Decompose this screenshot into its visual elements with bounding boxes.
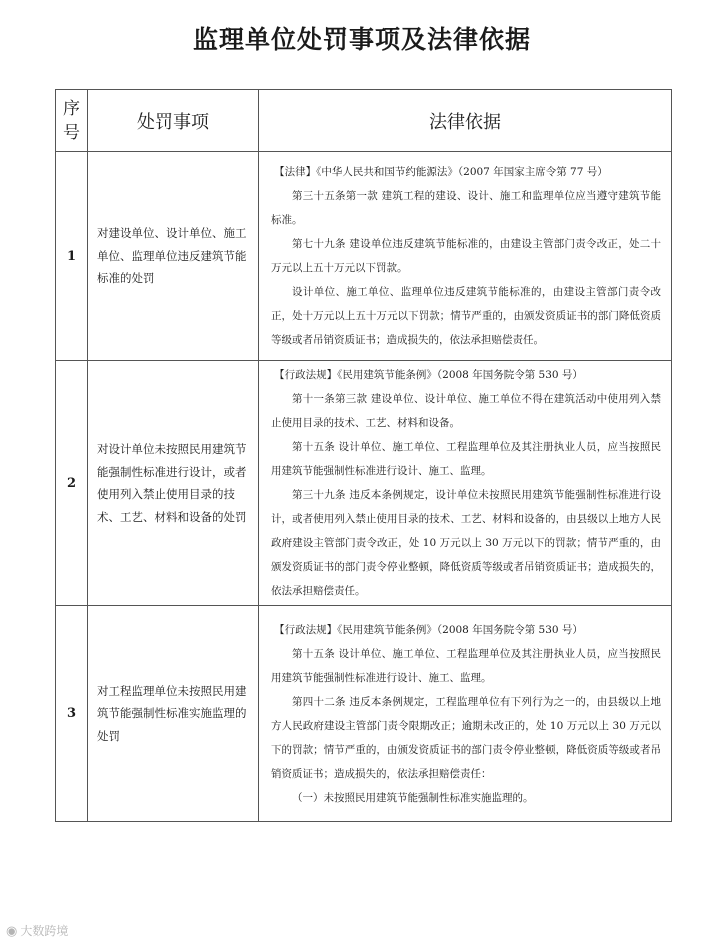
row-item: 对工程监理单位未按照民用建筑节能强制性标准实施监理的处罚 xyxy=(88,606,259,822)
table-row xyxy=(56,361,672,606)
row-basis xyxy=(259,152,672,361)
basis-paragraph: 第十一条第三款 建设单位、设计单位、施工单位不得在建筑活动中使用列入禁止使用目录的技术、工艺、材料和设备。 xyxy=(271,393,661,429)
basis-source: 【行政法规】《民用建筑节能条例》（2008 年国务院令第 530 号） xyxy=(274,623,583,636)
basis-source: 【法律】《中华人民共和国节约能源法》（2007 年国家主席令第 77 号） xyxy=(274,166,608,178)
basis-source: 【行政法规】《民用建筑节能条例》（2008 年国务院令第 530 号） xyxy=(274,369,583,381)
row-item: 对设计单位未按照民用建筑节能强制性标准进行设计，或者使用列入禁止使用目录的技术、工艺、材料和设备的处罚 xyxy=(88,361,259,606)
basis-paragraph: 第三十九条 违反本条例规定，设计单位未按照民用建筑节能强制性标准进行设计，或者使用列入禁止使用目录的技术、工艺、材料和设备的，由县级以上地方人民政府建设主管部门责令改正，处 10 万元以上 30 万元以下的罚款；情节严重的，由颁发资质证书的部门责令停业整顿，降低资质等级或者吊销资质证书；造成损失的，依法承担赔偿责任。 xyxy=(271,489,661,597)
row-basis xyxy=(259,361,672,606)
watermark xyxy=(6,922,68,939)
basis-paragraph: 第三十五条第一款 建筑工程的建设、设计、施工和监理单位应当遵守建筑节能标准。 xyxy=(271,190,661,226)
penalty-table xyxy=(55,89,672,822)
basis-paragraph: 设计单位、施工单位、监理单位违反建筑节能标准的，由建设主管部门责令改正，处十万元以上五十万元以下罚款；情节严重的，由颁发资质证书的部门降低资质等级或者吊销资质证书；造成损失的，依法承担赔偿责任。 xyxy=(271,286,661,346)
page-title: 监理单位处罚事项及法律依据 xyxy=(192,25,531,54)
basis-paragraph: 第十五条 设计单位、施工单位、工程监理单位及其注册执业人员，应当按照民用建筑节能强制性标准进行设计、施工、监理。 xyxy=(271,647,661,684)
row-basis xyxy=(259,606,672,822)
table-header-row xyxy=(56,90,672,152)
table-row xyxy=(56,152,672,361)
header-item: 处罚事项 xyxy=(88,90,259,152)
weibo-logo-icon: ◉ xyxy=(6,924,18,939)
basis-paragraph: 第十五条 设计单位、施工单位、工程监理单位及其注册执业人员，应当按照民用建筑节能强制性标准进行设计、施工、监理。 xyxy=(271,441,661,477)
row-seq: 3 xyxy=(56,606,88,822)
header-basis: 法律依据 xyxy=(259,90,672,152)
row-seq: 2 xyxy=(56,361,88,606)
watermark-text: 大数跨境 xyxy=(20,924,69,938)
basis-paragraph: 第七十九条 建设单位违反建筑节能标准的，由建设主管部门责令改正，处二十万元以上五十万元以下罚款。 xyxy=(271,238,661,274)
header-seq: 序号 xyxy=(56,90,88,152)
row-seq: 1 xyxy=(56,152,88,361)
row-item: 对建设单位、设计单位、施工单位、监理单位违反建筑节能标准的处罚 xyxy=(88,152,259,361)
basis-paragraph: 第四十二条 违反本条例规定，工程监理单位有下列行为之一的，由县级以上地方人民政府建设主管部门责令限期改正；逾期未改正的，处 10 万元以上 30 万元以下的罚款；情节严重的，由颁发资质证书的部门责令停业整顿，降低资质等级或者吊销资质证书；造成损失的，依法承担赔偿责任： xyxy=(271,695,661,780)
table-row xyxy=(56,606,672,822)
basis-paragraph: （一）未按照民用建筑节能强制性标准实施监理的。 xyxy=(292,791,534,804)
